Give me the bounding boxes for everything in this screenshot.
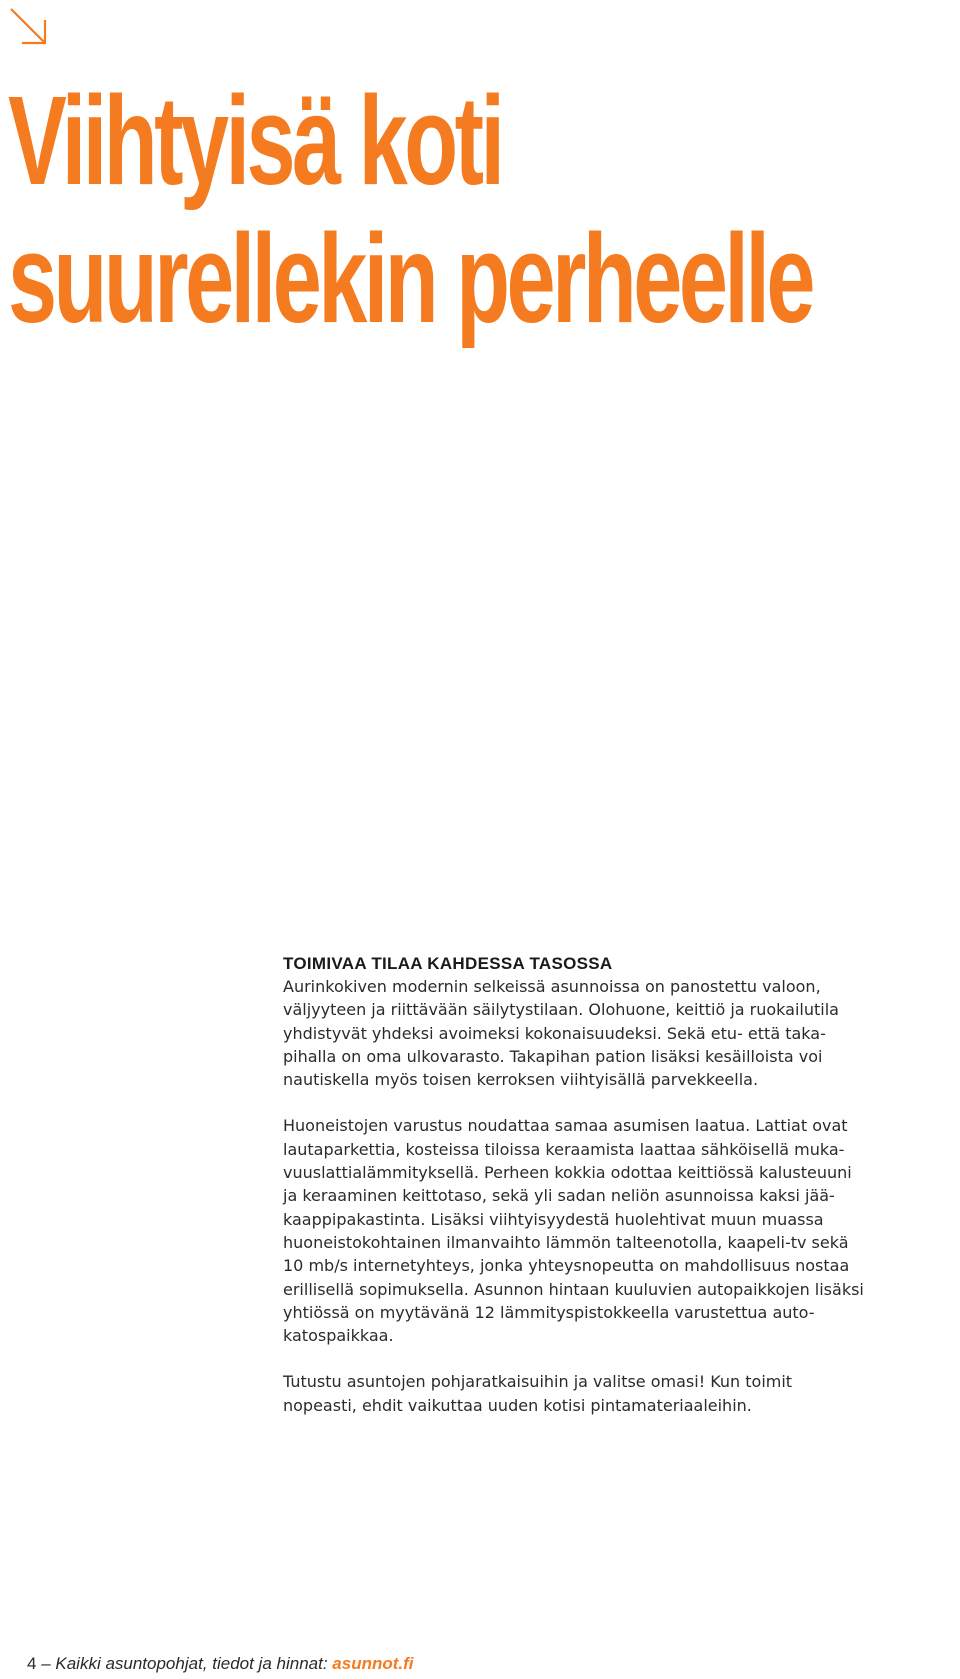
page-number: 4: [27, 1654, 37, 1673]
section-heading: TOIMIVAA TILAA KAHDESSA TASOSSA: [283, 954, 613, 973]
headline-line-1: Viihtyisä koti: [8, 70, 502, 211]
page-footer: [27, 1654, 414, 1674]
paragraph-intro: Aurinkokiven modernin selkeissä asunnoissa on panostettu valoon, väljyyteen ja riittävään säilytystilaan. Olohuone, keittiö ja ruokailutila yhdistyvät yhdeksi avoimeksi kokonaisuudeksi. Sekä etu- että taka- pihalla on oma ulkovarasto. Takapihan pation lisäksi kesäilloista voi nautiskella myös toisen kerroksen viihtyisällä parvekkeella.: [283, 977, 839, 1090]
page-headline: [8, 72, 960, 348]
website-link[interactable]: asunnot.fi: [332, 1654, 414, 1673]
paragraph-call-to-action: Tutustu asuntojen pohjaratkaisuihin ja valitse omasi! Kun toimit nopeasti, ehdit vaikuttaa uuden kotisi pintamateriaaleihin.: [283, 1372, 793, 1415]
headline-line-2: suurellekin perheelle: [8, 208, 812, 349]
footer-text: – Kaikki asuntopohjat, tiedot ja hinnat:: [36, 1654, 333, 1673]
body-text-block: [283, 952, 883, 1440]
paragraph-equipment: Huoneistojen varustus noudattaa samaa asumisen laatua. Lattiat ovat lautaparkettia, kosteissa tiloissa keraamista laattaa sähköisellä muka- vuuslattialämmityksellä. Perheen kokkia odottaa keittiössä kalusteuuni ja keraaminen keittotaso, sekä yli sadan neliön asunnoissa kaksi jää- kaappipakastinta. Lisäksi viihtyisyydestä huolehtivat muun muassa huoneistokohtainen ilmanvaihto lämmön talteenotolla, kaapeli-tv sekä 10 mb/s internetyhteys, jonka yhteysnopeutta on mahdollisuus nostaa erillisellä sopimuksella. Asunnon hintaan kuuluvien autopaikkojen lisäksi yhtiössä on myytävänä 12 lämmityspistokkeella varustettua auto- katospaikkaa.: [283, 1116, 864, 1346]
arrow-down-right-icon: [8, 6, 48, 46]
